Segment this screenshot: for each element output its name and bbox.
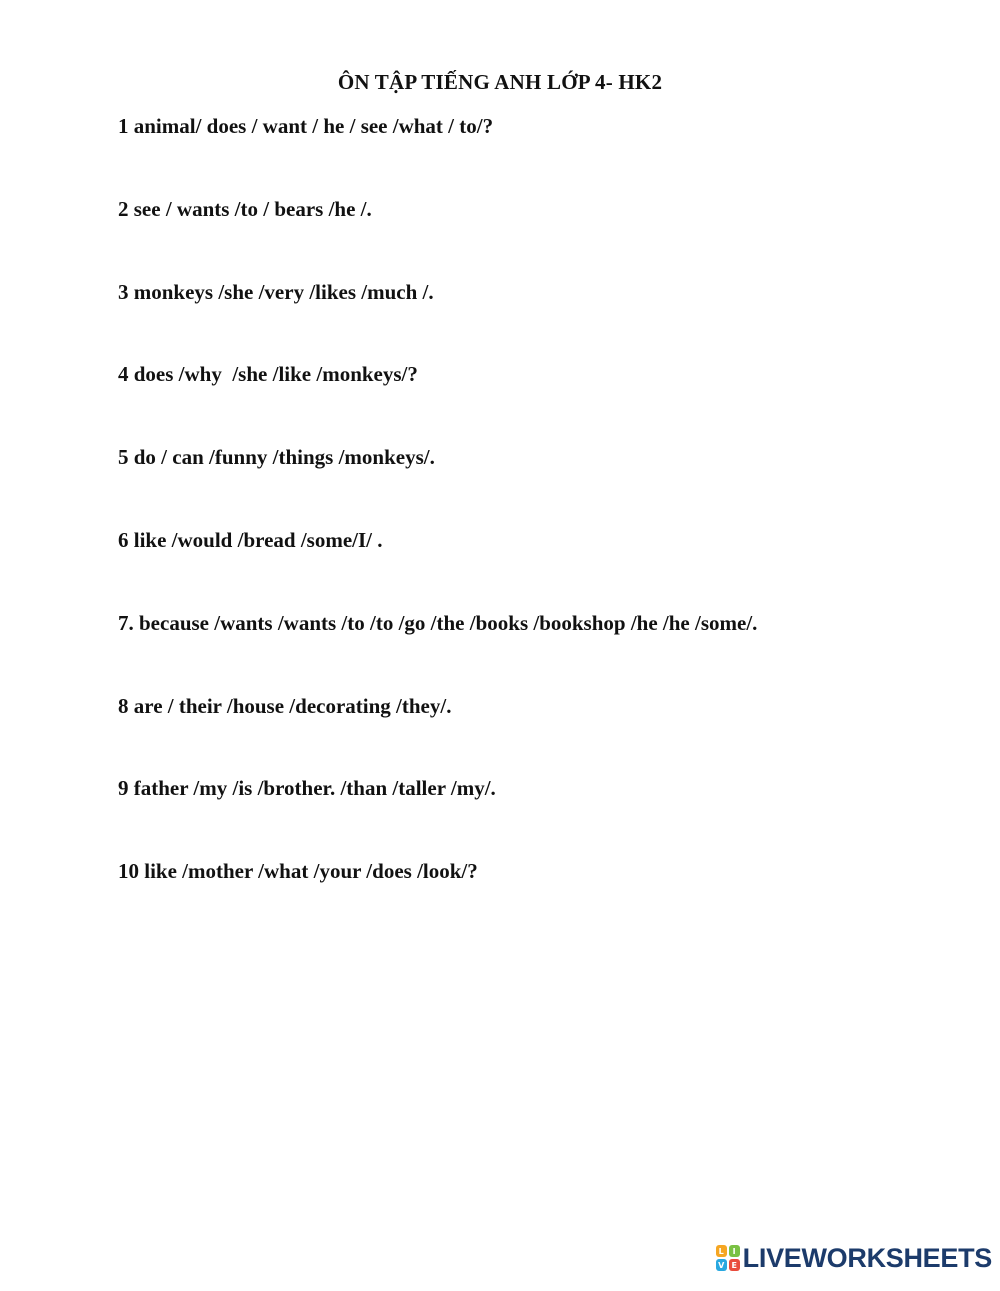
question-1: 1 animal/ does / want / he / see /what / to/? xyxy=(118,114,494,138)
brand-name: LIVEWORKSHEETS xyxy=(742,1242,992,1273)
logo-tile: L xyxy=(716,1245,727,1257)
question-6: 6 like /would /bread /some/I/ . xyxy=(118,527,383,552)
logo-tile: V xyxy=(716,1259,727,1271)
question-10: 10 like /mother /what /your /does /look/? xyxy=(118,859,478,884)
worksheet-title: ÔN TẬP TIẾNG ANH LỚP 4- HK2 xyxy=(337,70,663,94)
question-8: 8 are / their /house /decorating /they/. xyxy=(118,693,452,718)
logo-tile: E xyxy=(729,1259,740,1271)
logo-tile: I xyxy=(729,1245,740,1257)
question-3: 3 monkeys /she /very /likes /much /. xyxy=(118,279,434,304)
question-7: 7. because /wants /wants /to /to /go /the /books /bookshop /he /he /some/. xyxy=(118,610,758,635)
question-4: 4 does /why /she /like /monkeys/? xyxy=(118,362,418,387)
liveworksheets-brand xyxy=(716,1243,992,1273)
question-2: 2 see / wants /to / bears /he /. xyxy=(118,196,372,221)
question-list xyxy=(118,112,958,940)
question-9: 9 father /my /is /brother. /than /taller /my/. xyxy=(118,776,496,801)
question-5: 5 do / can /funny /things /monkeys/. xyxy=(118,445,435,470)
liveworksheets-logo-icon xyxy=(716,1245,740,1271)
